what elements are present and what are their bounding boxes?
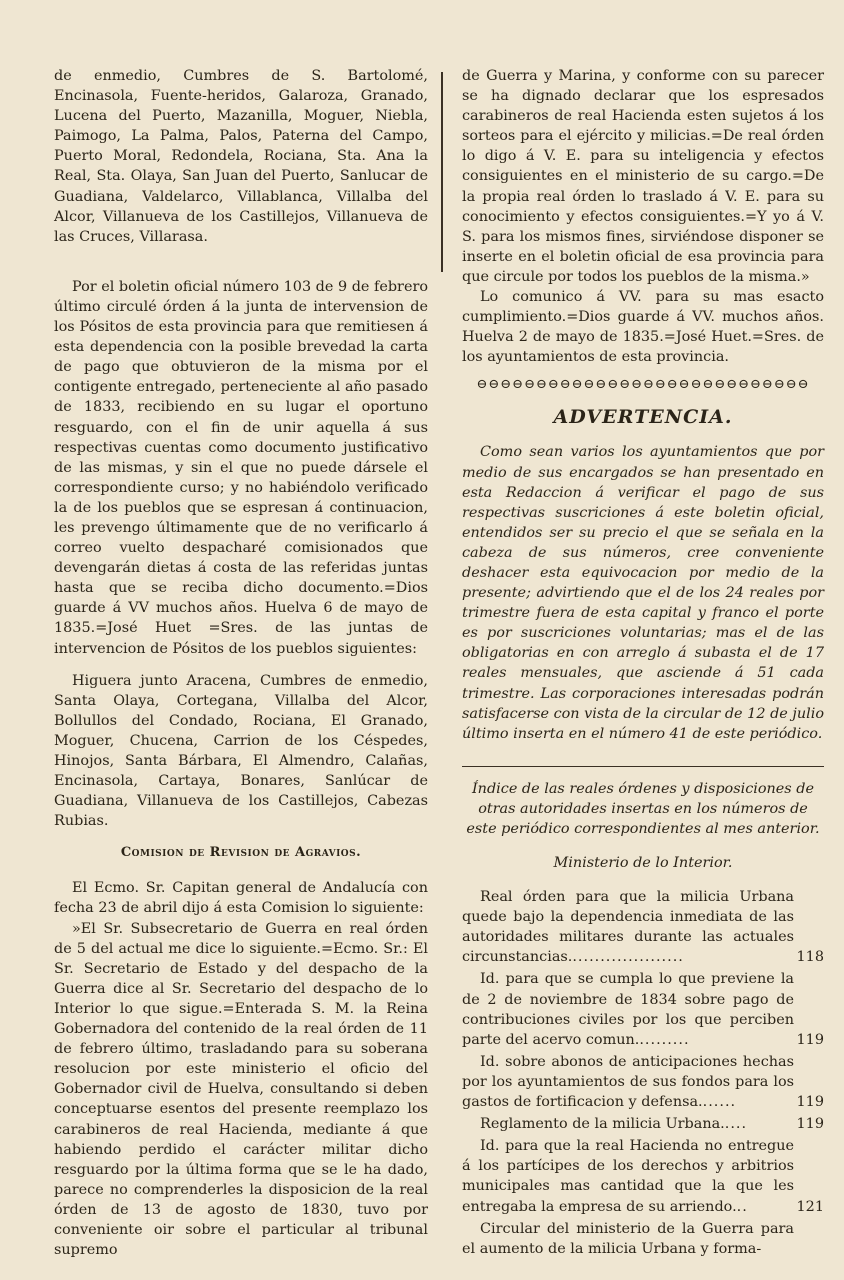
capitan-general-paragraph: El Ecmo. Sr. Capitan general de Andalucía con fecha 23 de abril dijo á esta Comision lo siguiente: [54, 880, 428, 917]
index-entry [462, 1052, 824, 1112]
entry-text: Id. para que la real Hacienda no entregue á los partícipes de los derechos y arbitrios municipales mas cantidad que la que les entregaba la empresa de su arriendo. [462, 1138, 794, 1215]
column-divider [441, 72, 443, 272]
left-column [54, 66, 428, 1260]
comunico-paragraph: Lo comunico á VV. para su mas esacto cumplimiento.=Dios guarde á VV. muchos años. Huelva 2 de mayo de 1835.=José Huet.=Sres. de los ayuntamientos de esta provincia. [462, 289, 824, 366]
pueblos-list-paragraph: Higuera junto Aracena, Cumbres de enmedio, Santa Olaya, Cortegana, Villalba del Alcor, Bollullos del Condado, Rociana, El Granado, Moguer, Chucena, Carrion de los Céspedes, Hinojos, Santa Bárbara, El Almendro, Calañas, Encinasola, Cartaya, Bonares, Sanlúcar de Guadiana, Villanueva de los Castillejos, Cabezas Rubias. [54, 672, 428, 830]
entry-text: Id. sobre abonos de anticipaciones hechas por los ayuntamientos de sus fondos para los gastos de fortificacion y defensa. [462, 1053, 794, 1111]
entry-page: 119 [796, 1031, 824, 1048]
right-column [462, 66, 824, 1261]
entry-page: 119 [796, 1116, 824, 1133]
index-entry [462, 1136, 824, 1216]
index-entry [462, 1219, 824, 1259]
section-title-comision: Comision de Revision de Agravios. [120, 845, 362, 861]
advertencia-title: ADVERTENCIA. [553, 406, 733, 429]
ornament-divider: ⊖⊖⊖⊖⊖⊖⊖⊖⊖⊖⊖⊖⊖⊖⊖⊖⊖⊖⊖⊖⊖⊖⊖⊖⊖⊖⊖⊖ [476, 377, 810, 393]
horizontal-rule [462, 766, 824, 767]
index-list [462, 887, 824, 1259]
entry-dots: .... [724, 1116, 748, 1133]
index-entry [462, 969, 824, 1049]
positos-notice-paragraph: Por el boletin oficial número 103 de 9 de febrero último circulé órden á la junta de intervension de los Pósitos de esta provincia para que remitiesen á esta dependencia con la posible brevedad la carta de pago que obtuvieron de la misma por el contigente entregado, perteneciente al año pasado de 1833, recibiendo en su lugar el oportuno resguardo, con el fin de unir aquella á sus respectivas cuentas como documento justificativo de las mismas, y sin el que no puede dársele el correspondiente curso; y no habiéndolo verificado la de los pueblos que se espresan á continuacion, les prevengo últimamente que de no verificarlo á correo vuelto despacharé comisionados que devengarán dietas á costa de las referidas juntas hasta que se reciba dicho documento.=Dios guarde á VV muchos años. Huelva 6 de mayo de 1835.=José Huet =Sres. de las juntas de intervencion de Pósitos de los pueblos siguientes: [54, 278, 428, 657]
entry-text: Circular del ministerio de la Guerra para el aumento de la milicia Urbana y forma- [462, 1220, 794, 1257]
index-entry [462, 1114, 824, 1134]
entry-dots: ......... [639, 1031, 690, 1048]
entry-page: 118 [796, 949, 824, 966]
entry-text: Real órden para que la milicia Urbana quede bajo la dependencia inmediata de las autoridades militares durante las actuales circunstancias. [462, 889, 794, 966]
entry-text: Reglamento de la milicia Urbana. [480, 1116, 725, 1133]
guerra-marina-paragraph: de Guerra y Marina, y conforme con su parecer se ha dignado declarar que los espresados carabineros de real Hacienda esten sujetos á los sorteos para el ejército y milicias.=De real órden lo digo á V. E. para su inteligencia y efectos consiguientes en el ministerio de su cargo.=De la propia real órden lo traslado á V. E. para su conocimiento y efectos consiguientes.=Y yo á V. S. para los mismos fines, sirviéndose disponer se inserte en el boletin oficial de esa provincia para que circule por todos los pueblos de la misma.» [462, 68, 824, 285]
entry-dots: .................... [572, 949, 684, 966]
entry-text: Id. para que se cumpla lo que previene la de 2 de noviembre de 1834 sobre pago de contribuciones civiles por los que perciben parte del acervo comun. [462, 971, 794, 1048]
index-title: Índice de las reales órdenes y disposiciones de otras autoridades insertas en los números de este periódico correspondientes al mes anterior. [466, 780, 820, 837]
index-entry [462, 887, 824, 967]
entry-dots: .. [736, 1198, 748, 1215]
index-subtitle: Ministerio de lo Interior. [553, 855, 733, 872]
entry-page: 121 [796, 1198, 824, 1215]
real-orden-paragraph: »El Sr. Subsecretario de Guerra en real órden de 5 del actual me dice lo siguiente.=Ecmo. Sr.: El Sr. Secretario de Estado y del despacho de la Guerra dice al Sr. Secretario del despacho de lo Interior lo que sigue.=Enterada S. M. la Reina Gobernadora del contenido de la real órden de 11 de febrero último, trasladando para su soberana resolucion por este ministerio el oficio del Gobernador civil de Huelva, consultando si deben conceptuarse esentos del presente reemplazo los carabineros de real Hacienda, mediante á que habiendo perdido el carácter militar dicho resguardo por la última forma que se le ha dado, parece no comprenderles la disposicion de la real órden de 13 de agosto de 1830, tuvo por conveniente oir sobre el particular al tribunal supremo [54, 920, 428, 1259]
entry-dots: ...... [702, 1094, 737, 1111]
town-list-paragraph: de enmedio, Cumbres de S. Bartolomé, Encinasola, Fuente-heridos, Galaroza, Granado, Lucena del Puerto, Mazanilla, Moguer, Niebla, Paimogo, La Palma, Palos, Paterna del Campo, Puerto Moral, Redondela, Rociana, Sta. Ana la Real, Sta. Olaya, San Juan del Puerto, Sanlucar de Guadiana, Valdelarco, Villablanca, Villalba del Alcor, Villanueva de los Castillejos, Villanueva de las Cruces, Villarasa. [54, 68, 428, 245]
entry-page: 119 [796, 1094, 824, 1111]
advertencia-text: Como sean varios los ayuntamientos que por medio de sus encargados se han presentado en esta Redaccion á verificar el pago de sus respectivas suscriciones á este boletin oficial, entendidos ser su precio el que se señala en la cabeza de sus números, cree conveniente deshacer esta equivocacion por medio de la presente; advirtiendo que el de los 24 reales por trimestre fuera de esta capital y franco el porte es por suscriciones voluntarias; mas el de las obligatorias en con arreglo á subasta el de 17 reales mensuales, que asciende á 51 cada trimestre. Las corporaciones interesadas podrán satisfacerse con vista de la circular de 12 de julio último inserta en el número 41 de este periódico. [462, 444, 824, 742]
